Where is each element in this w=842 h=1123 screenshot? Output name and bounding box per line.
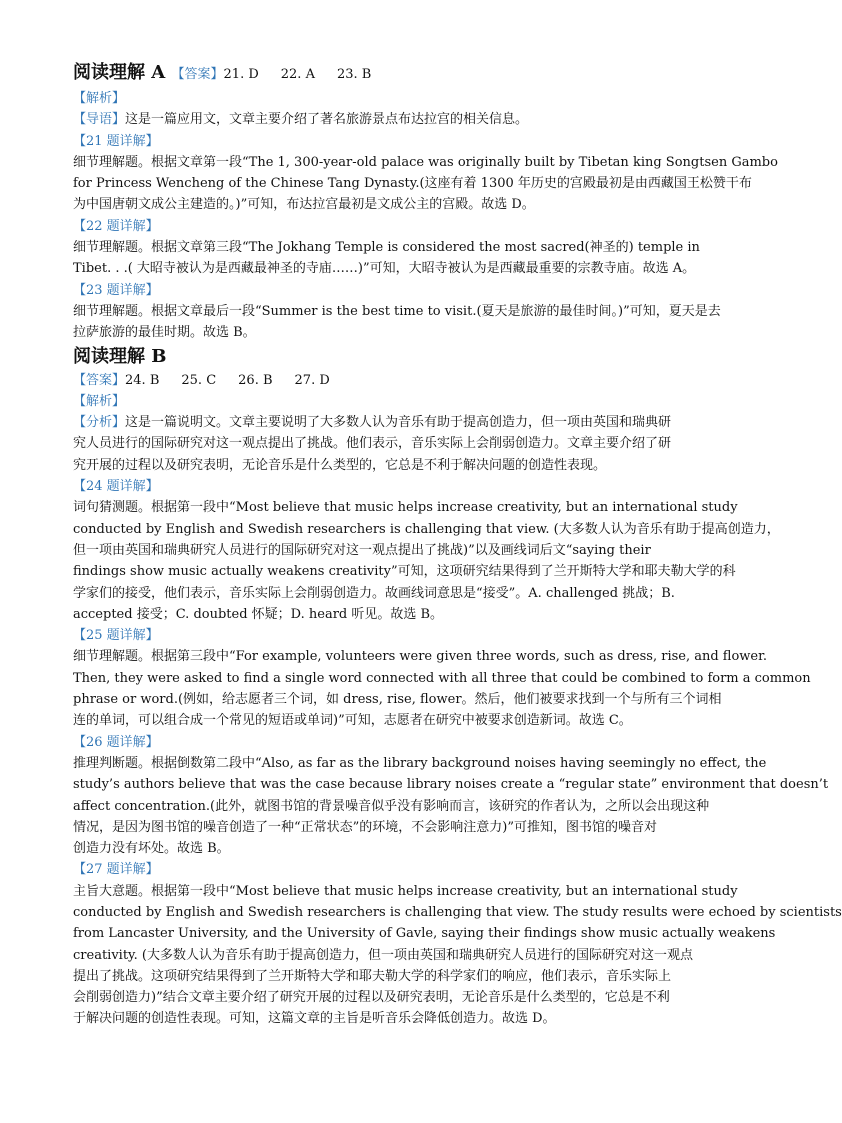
section-tag: 【27 题详解】	[73, 862, 159, 878]
section-tag: 【25 题详解】	[73, 628, 159, 644]
answer-27: 27. D	[294, 372, 330, 388]
text-line	[73, 561, 736, 582]
text-line	[73, 476, 725, 497]
section-tag: 【导语】	[73, 112, 126, 128]
line-text: for Princess Wencheng of the Chinese Tang Dynasty.(这座有着 1300 年历史的宫殿最初是由西藏国王松赞干布	[73, 176, 752, 192]
text-line	[73, 152, 778, 173]
line-text: 细节理解题。根据文章第三段“The Jokhang Temple is considered the most sacred(神圣的) temple in	[73, 240, 700, 256]
text-line	[73, 966, 725, 987]
line-text: 情况，是因为图书馆的噪音创造了一种“正常状态”的环境，不会影响注意力)”可推知，图书馆的噪音对	[73, 819, 658, 835]
text-line	[73, 859, 725, 880]
line-text: phrase or word.(例如，给志愿者三个词，如 dress, rise, flower。然后，他们被要求找到一个与所有三个词相	[73, 692, 722, 708]
text-line	[73, 216, 725, 237]
section-tag: 【24 题详解】	[73, 479, 159, 495]
line-text: 学家们的接受，他们表示，音乐实际上会削弱创造力。故画线词意思是“接受”。A. challenged 挑战；B.	[73, 585, 675, 601]
line-text: from Lancaster University, and the University of Gavle, saying their findings show music actually weakens	[73, 926, 776, 942]
text-line	[73, 902, 842, 923]
section-a-body	[73, 109, 778, 343]
line-text: conducted by English and Swedish researchers is challenging that view. The study results were echoed by scientists	[73, 904, 842, 920]
content	[73, 60, 842, 1030]
text-line	[73, 455, 725, 476]
text-line	[73, 1008, 725, 1029]
section-b-title: 阅读理解 B	[73, 345, 167, 367]
text-line	[73, 301, 725, 322]
text-line	[73, 689, 725, 710]
line-text: 推理判断题。根据倒数第二段中“Also, as far as the library background noises having seemingly no effect, the	[73, 755, 767, 771]
line-text: conducted by English and Swedish researchers is challenging that view. (大多数人认为音乐有助于提高创造力，	[73, 521, 780, 537]
text-line	[73, 258, 725, 279]
section-tag: 【21 题详解】	[73, 133, 159, 149]
text-line	[73, 945, 725, 966]
line-text: 细节理解题。根据文章最后一段“Summer is the best time to visit.(夏天是旅游的最佳时间。)”可知，夏天是去	[73, 303, 721, 319]
answer-21: 21. D	[223, 67, 259, 82]
line-text: 这是一篇应用文，文章主要介绍了著名旅游景点布达拉宫的相关信息。	[125, 112, 529, 128]
text-line	[73, 732, 725, 753]
section-tag: 【26 题详解】	[73, 734, 159, 750]
text-line	[73, 194, 725, 215]
text-line	[73, 237, 725, 258]
line-text: 这是一篇说明文。文章主要说明了大多数人认为音乐有助于提高创造力，但一项由英国和瑞典研	[125, 415, 672, 431]
line-text: affect concentration.(此外，就图书馆的背景噪音似乎没有影响而言，该研究的作者认为，之所以会出现这种	[73, 798, 710, 814]
section-b-heading	[73, 344, 725, 370]
line-text: creativity. (大多数人认为音乐有助于提高创造力，但一项由英国和瑞典研究人员进行的国际研究对这一观点	[73, 947, 694, 963]
section-tag: 【分析】	[73, 415, 126, 431]
text-line	[73, 131, 725, 152]
line-text: Then, they were asked to find a single word connected with all three that could be combined to form a common	[73, 670, 811, 686]
line-text: 为中国唐朝文成公主建造的。)”可知，布达拉宫最初是文成公主的宫殿。故选 D。	[73, 197, 535, 213]
line-text: 主旨大意题。根据第一段中“Most believe that music helps increase creativity, but an international study	[73, 883, 738, 899]
section-a-title: 阅读理解 A	[73, 62, 166, 83]
section-tag: 【23 题详解】	[73, 282, 159, 298]
text-line	[73, 923, 776, 944]
line-text: 于解决问题的创造性表现。可知，这篇文章的主旨是听音乐会降低创造力。故选 D。	[73, 1011, 556, 1027]
line-text: 但一项由英国和瑞典研究人员进行的国际研究对这一观点提出了挑战)”以及画线词后文“saying their	[73, 542, 651, 558]
line-text: 词句猜测题。根据第一段中“Most believe that music helps increase creativity, but an international study	[73, 500, 738, 516]
text-line	[73, 753, 767, 774]
text-line	[73, 817, 725, 838]
line-text: 拉萨旅游的最佳时期。故选 B。	[73, 325, 256, 341]
section-a-answer-tag: 【答案】	[171, 67, 224, 82]
text-line	[73, 322, 725, 343]
text-line	[73, 796, 725, 817]
line-text: 连的单词，可以组合成一个常见的短语或单词)”可知，志愿者在研究中被要求创造新词。故选 C。	[73, 713, 632, 729]
section-b-analysis-tag: 【解析】	[73, 393, 126, 409]
section-a-analysis-tag: 【解析】	[73, 91, 126, 106]
text-line	[73, 987, 725, 1008]
text-line	[73, 433, 725, 454]
section-a-heading	[73, 60, 725, 88]
text-line	[73, 604, 725, 625]
text-line	[73, 838, 725, 859]
line-text: study’s authors believe that was the case because library noises create a “regular state” environment that doesn’t	[73, 777, 829, 793]
line-text: findings show music actually weakens creativity”可知，这项研究结果得到了兰开斯特大学和耶夫勒大学的科	[73, 564, 736, 580]
line-text: 会削弱创造力)”结合文章主要介绍了研究开展的过程以及研究表明，无论音乐是什么类型的，它总是不利	[73, 990, 670, 1006]
line-text: 细节理解题。根据第三段中“For example, volunteers were given three words, such as dress, rise, and flower.	[73, 649, 768, 665]
text-line	[73, 774, 829, 795]
text-line	[73, 710, 725, 731]
text-line	[73, 109, 725, 130]
line-text: 创造力没有坏处。故选 B。	[73, 841, 230, 857]
text-line	[73, 583, 725, 604]
text-line	[73, 668, 811, 689]
section-b-answer-tag: 【答案】	[73, 372, 126, 388]
line-text: 究人员进行的国际研究对这一观点提出了挑战。他们表示，音乐实际上会削弱创造力。文章主要介绍了研	[73, 436, 672, 452]
answer-23: 23. B	[336, 67, 372, 82]
line-text: Tibet. . .( 大昭寺被认为是西藏最神圣的寺庙……)”可知，大昭寺被认为是西藏最重要的宗教寺庙。故选 A。	[73, 261, 696, 277]
section-b-body	[73, 412, 842, 1030]
text-line	[73, 519, 780, 540]
answer-22: 22. A	[280, 67, 315, 82]
text-line	[73, 497, 738, 518]
line-text: 究开展的过程以及研究表明，无论音乐是什么类型的，它总是不利于解决问题的创造性表现。	[73, 457, 607, 473]
line-text: accepted 接受；C. doubted 怀疑；D. heard 听见。故选 B。	[73, 606, 444, 622]
text-line	[73, 412, 725, 433]
text-line	[73, 540, 725, 561]
text-line	[73, 881, 738, 902]
line-text: 细节理解题。根据文章第一段“The 1, 300-year-old palace was originally built by Tibetan king Songtsen Gambo	[73, 154, 778, 170]
line-text: 提出了挑战。这项研究结果得到了兰开斯特大学和耶夫勒大学的科学家们的响应，他们表示，音乐实际上	[73, 968, 672, 984]
text-line	[73, 625, 725, 646]
answer-26: 26. B	[238, 372, 273, 388]
section-b-answers	[73, 370, 725, 391]
text-line	[73, 646, 768, 667]
section-tag: 【22 题详解】	[73, 218, 159, 234]
answer-25: 25. C	[181, 372, 217, 388]
text-line	[73, 173, 752, 194]
answer-24: 24. B	[125, 372, 160, 388]
text-line	[73, 280, 725, 301]
